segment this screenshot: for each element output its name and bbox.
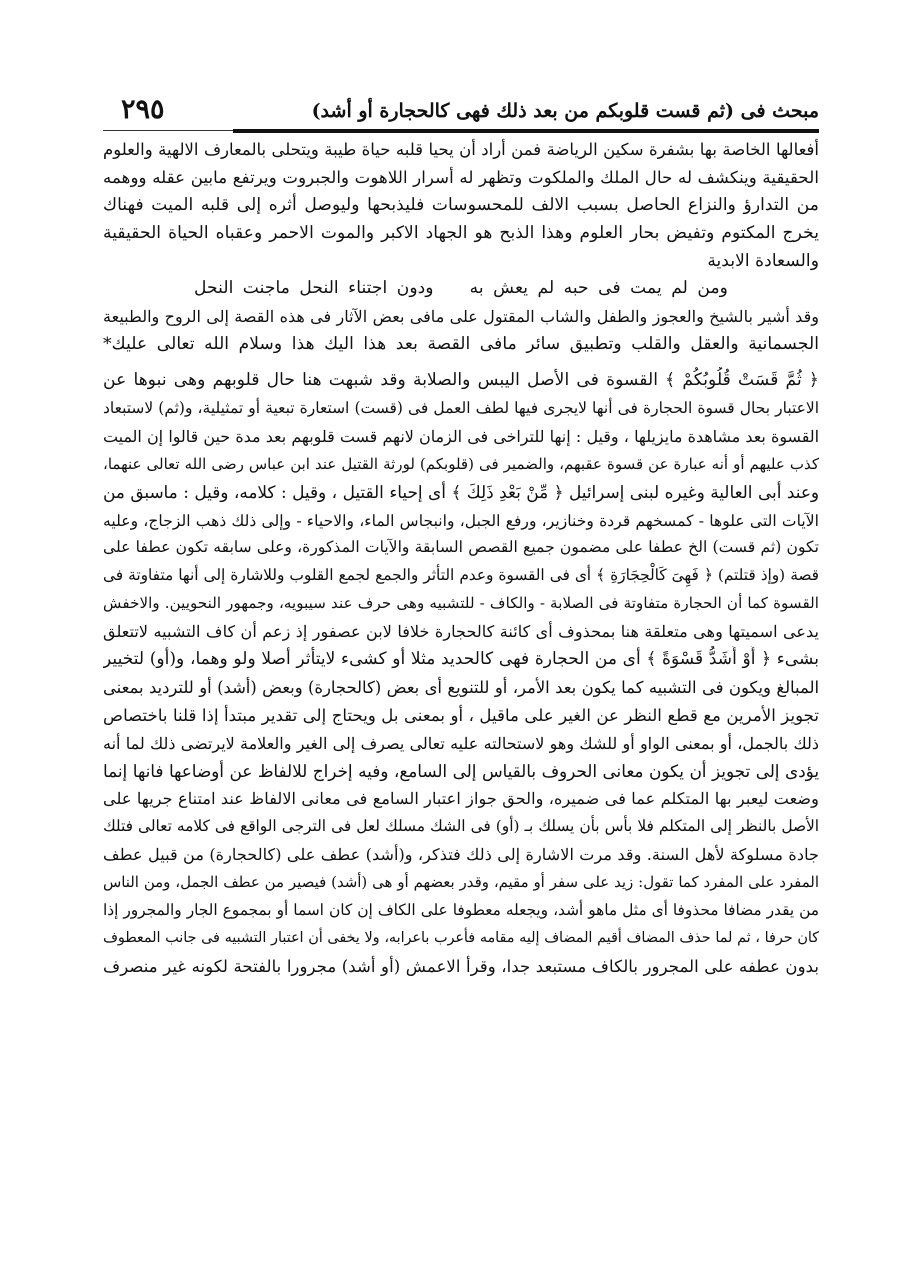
header-rule-thick (233, 129, 819, 133)
text-line: الاعتبار بحال قسوة الحجارة فى أنها لايجرى فيها لطف العمل فى (قست) استعارة تبعية أو تمثيلية، و(ثم) لاستبعاد (103, 399, 819, 418)
book-page (103, 92, 819, 981)
text-line: الحقيقية وينكشف له حال الملك والملكوت وتظهر له أسرار اللاهوت والجبروت ويرتفع مابين عقله ووهمه (103, 166, 819, 187)
text-line: من التدارؤ والنزاع الحاصل بسبب الالف للمحسوسات فليذبحها وليوصل أثره إلى قلبه الميت فهناك (103, 194, 819, 215)
text-line: يؤدى إلى تجويز أن يكون معانى الحروف بالقياس إلى السامع، وفيه إخراج للالفاظ عن أوضاعها فانها إنما (103, 760, 819, 781)
text-line: وعند أبى العالية وغيره لبنى إسرائيل ﴿ مِّنْ بَعْدِ ذَلِكَ ﴾ أى إحياء القتيل ، وقيل : كلامه، وقيل : ماسبق من (103, 481, 819, 502)
verse-hemistich-1: ومن لم يمت فى حبه لم يعش به (469, 278, 728, 299)
text-line: المفرد على المفرد كما تقول: زيد على سفر أو مقيم، وقدر بعضهم أو هى (أشد) فيصير من عطف الجمل، ومن الناس (103, 873, 819, 892)
running-title: مبحث فى (ثم قست قلوبكم من بعد ذلك فهى كالحجارة أو أشد) (311, 100, 819, 122)
text-line: بدون عطفه على المجرور بالكاف مستبعد جدا، وقرأ الاعمش (أو أشد) مجرورا بالفتحة لكونه غير منصرف (103, 956, 819, 976)
text-line: القسوة كما أن الحجارة متفاوتة فى الصلابة - والكاف - للتشبيه وهى حرف عند سيبويه، وجمهور النحويين. والاخفش (103, 594, 819, 613)
text-line: من يقدر مضافا محذوفا أى مثل ماهو أشد، ويجعله معطوفا على الكاف إن كان اسما أو بمجموع الجار والمجرور إذا (103, 901, 819, 920)
text-line: يخرج المكتوم وتفيض بحار العلوم وهذا الذبح هو الجهاد الاكبر والموت الاحمر وعقباه الحياة الحقيقية (103, 222, 819, 243)
page-header (103, 92, 819, 134)
paragraph-gap (103, 359, 819, 367)
text-line: الجسمانية والعقل والقلب وتطبيق سائر مافى القصة بعد هذا اليك هذا وسلام الله تعالى عليك* (103, 334, 819, 355)
text-line: والسعادة الابدية (707, 250, 819, 271)
text-line: وضعت ليعبر بها المتكلم عما فى ضميره، والحق جواز اعتبار السامع فى معانى الالفاظ عند امتناع جريها على (103, 789, 819, 809)
text-line: كان حرفا ، ثم لما حذف المضاف أقيم المضاف إليه مقامه فأعرب باعرابه، ولا يخفى أن اعتبار التشبيه فى جانب المعطوف (103, 929, 819, 946)
text-line: الأصل بالنظر إلى المتكلم فلا بأس بأن يسلك بـ (أو) فى الشك مسلك لعل فى الترجى الواقع فى كلامه تعالى فتلك (103, 817, 819, 836)
page-number: ٢٩٥ (121, 94, 165, 125)
text-line: وقد أشير بالشيخ والعجوز والطفل والشاب المقتول على مافى بعض الآثار فى هذه القصة إلى الروح والطبيعة (103, 307, 819, 327)
text-line: جادة مسلوكة لأهل السنة. وقد مرت الاشارة إلى ذلك فتذكر، و(أشد) عطف على (كالحجارة) من قبيل عطف (103, 845, 819, 865)
text-line: المبالغ ويكون فى التشبيه كما يكون بعد الأمر، أو للتنويع أى بعض (كالحجارة) وبعض (أشد) أو للترديد بمعنى (103, 677, 819, 697)
text-line: ﴿ ثُمَّ قَسَتْ قُلُوبُكُمْ ﴾ القسوة فى الأصل اليبس والصلابة وقد شبهت هنا حال قلوبهم وهى نبوها عن (103, 370, 819, 391)
text-line: بشىء ﴿ أَوْ أَشَدُّ قَسْوَةً ﴾ أى من الحجارة فهى كالحديد مثلا أو كشىء لايتأثر أصلا ولو وهما، و(أو) لتخيير (103, 649, 819, 670)
text-line: كذب عليهم أو أنه عبارة عن قسوة عقبهم، والضمير فى (قلوبكم) لورثة القتيل عند ابن عباس رضى الله تعالى عنهما، (103, 454, 819, 473)
text-line: أفعالها الخاصة بها بشفرة سكين الرياضة فمن أراد أن يحيا قلبه حياة طيبة ويتحلى بالمعارف الالهية والعلوم (103, 140, 819, 159)
text-line: يدعى اسميتها وهى متعلقة هنا بمحذوف أى كائنة كالحجارة خلافا لابن عصفور إذ زعم أن كاف التشبيه لاتتعلق (103, 622, 819, 642)
text-line: ذلك بالجمل، أو بمعنى الواو أو للشك وهو لاستحالته عليه تعالى يصرف إلى الغير والعلامة لايرتضى ذلك لما أنه (103, 733, 819, 753)
text-line: تجويز الأمرين مع قطع النظر عن الغير على ماقيل ، أو بمعنى بل ويحتاج إلى تقدير مبتدأ إذا قلنا باختصاص (103, 705, 819, 725)
text-line: تكون (ثم قست) الخ عطفا على مضمون جميع القصص السابقة والآيات المذكورة، وعلى سابقه تكون عطفا على (103, 538, 819, 557)
poetry-verse (103, 275, 819, 303)
text-line: القسوة بعد مشاهدة مايزيلها ، وقيل : إنها للتراخى فى الزمان لانهم قست قلوبهم بعد مدة حين قالوا إن الميت (103, 426, 819, 446)
page-body (103, 136, 819, 981)
verse-hemistich-2: ودون اجتناء النحل ماجنت النحل (194, 278, 434, 299)
header-rule-thin (103, 130, 233, 131)
text-line: قصة (وإذ قتلتم) ﴿ فَهِىَ كَالْحِجَارَةِ ﴾ أى فى القسوة وعدم التأثر والجمع لجمع القلوب وللاشارة إلى أنها متفاوتة فى (103, 566, 819, 585)
text-line: الآيات التى علوها - كمسخهم قردة وخنازير، ورفع الجبل، وانبجاس الماء، والاحياء - وإلى ذلك ذهب الزجاج، وعليه (103, 510, 819, 530)
